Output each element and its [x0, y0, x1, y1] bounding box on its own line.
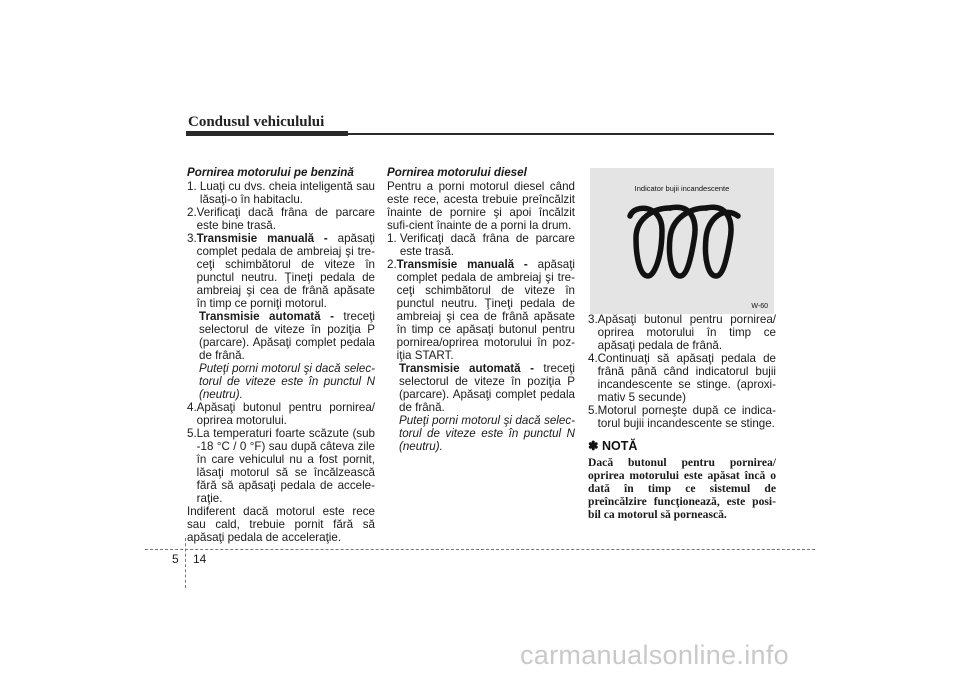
- watermark: carmanualsonline.info: [520, 640, 789, 670]
- figure-caption: Indicator bujii incandescente: [634, 184, 730, 193]
- step-item: 5. Motorul porneşte după ce indica-torul bujii incandescente se stinge.: [588, 404, 776, 430]
- note-text: Dacă butonul pentru pornirea/ oprirea motorului este apăsat încă o dată în timp ce sistemul de preîncălzire funcţionează, este posi-bil ca motorul să pornească.: [588, 456, 776, 521]
- step-item: 4. Apăsaţi butonul pentru pornirea/ oprirea motorului.: [187, 401, 375, 427]
- step-item: 4. Continuaţi să apăsaţi pedala de frână până când indicatorul bujii incandescente se stinge. (aproxi-mativ 5 secunde): [588, 352, 776, 404]
- note-heading: ✽ NOTĂ: [588, 439, 638, 453]
- figure-id: W-60: [751, 303, 768, 310]
- glow-plug-indicator-figure: [590, 168, 774, 314]
- column-diesel-continued: [588, 313, 776, 521]
- header-rule-thick: [186, 131, 348, 136]
- neutral-note: Puteţi porni motorul şi dacă selec-torul de viteze este în punctul N (neutru).: [399, 414, 575, 453]
- step-item: 3. Transmisie manuală - apăsaţi complet pedala de ambreiaj şi tre-ceţi schimbătorul de viteze în punctul neutru. Ţineţi pedala de ambreiaj şi cea de frână apăsate în timp ce porniţi motorul.: [187, 232, 376, 310]
- step-item: 1. Verificaţi dacă frâna de parcare este trasă.: [387, 232, 575, 258]
- intro-paragraph: Pentru a porni motorul diesel când este rece, acesta trebuie preîncălzit înainte de pornire şi apoi încălzit sufi-cient înainte de a porni la drum.: [387, 180, 575, 232]
- step-item: 5. La temperaturi foarte scăzute (sub -18 °C / 0 °F) sau după câteva zile în care vehiculul nu a fost pornit, lăsaţi motorul să se încălzească fără să apăsaţi pedala de accele-raţie.: [187, 427, 375, 505]
- step-item: 2. Transmisie manuală - apăsaţi complet pedala de ambreiaj şi tre-ceţi schimbătorul de viteze în punctul neutru. Ţineţi pedala de ambreiaj şi cea de frână apăsate în timp ce apăsaţi butonul pentru pornirea/oprirea motorului în poz-iţia START.: [387, 258, 576, 362]
- page-number: 14: [193, 552, 207, 566]
- footer-vertical-divider: [185, 538, 186, 588]
- column-petrol-start: [187, 166, 375, 544]
- footer-divider: [145, 549, 815, 550]
- step-item: 1. Luaţi cu dvs. cheia inteligentă sau lăsaţi-o în habitaclu.: [187, 180, 375, 206]
- step-item: 3. Apăsaţi butonul pentru pornirea/ oprirea motorului în timp ce apăsaţi pedala de frână.: [588, 313, 776, 352]
- automatic-transmission-note: Transmisie automată - treceţi selectorul de viteze în poziţia P (parcare). Apăsaţi complet pedala de frână.: [199, 310, 376, 362]
- step-item: 2. Verificaţi dacă frâna de parcare este bine trasă.: [187, 206, 375, 232]
- page-header-title: Condusul vehiculului: [188, 114, 325, 130]
- glow-plug-coil-icon: [590, 168, 774, 314]
- section-number: 5: [172, 552, 179, 566]
- automatic-transmission-note: Transmisie automată - treceţi selectorul de viteze în poziţia P (parcare). Apăsaţi complet pedala de frână.: [399, 362, 576, 414]
- header-rule-thin: [348, 133, 774, 135]
- closing-paragraph: Indiferent dacă motorul este rece sau cald, trebuie pornit fără să apăsaţi pedala de acceleraţie.: [187, 505, 375, 544]
- neutral-note: Puteţi porni motorul şi dacă selec-torul de viteze este în punctul N (neutru).: [199, 362, 375, 401]
- section-heading-diesel: Pornirea motorului diesel: [387, 166, 527, 179]
- section-heading-petrol: Pornirea motorului pe benzină: [187, 166, 354, 179]
- column-diesel-start: [387, 166, 575, 453]
